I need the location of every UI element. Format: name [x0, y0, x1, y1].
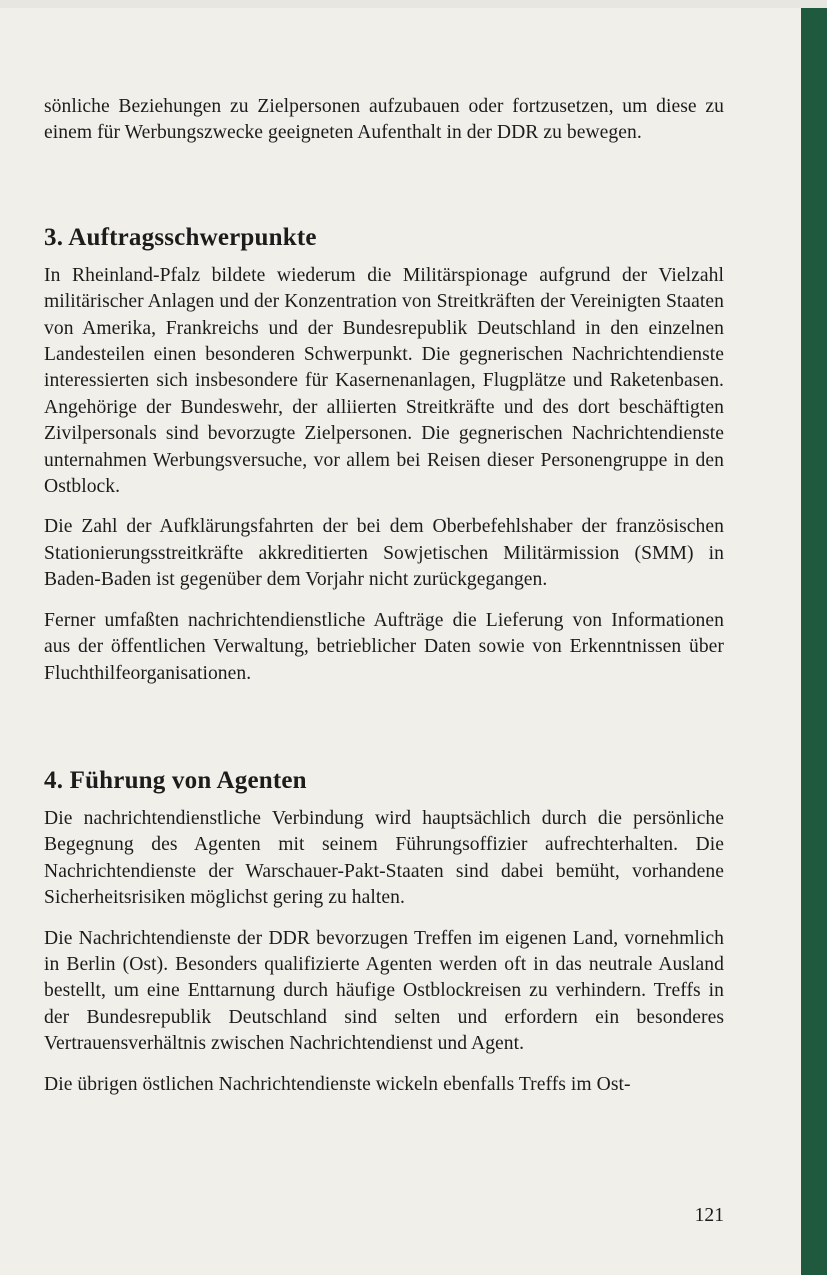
section-3-paragraph-1: In Rheinland-Pfalz bildete wiederum die Militärspionage aufgrund der Vielzahl militärischer Anlagen und der Konzentration von Streitkräften der Vereinigten Staaten von Amerika, Frankreichs und der Bundesrepublik Deutschland in den einzelnen Landesteilen einen besonderen Schwerpunkt. Die gegnerischen Nachrichtendienste interessierten sich insbesondere für Kasernenanlagen, Flugplätze und Raketenbasen. Angehörige der Bundeswehr, der alliierten Streitkräfte und des dort beschäftigten Zivilpersonals sind bevorzugte Zielpersonen. Die gegnerischen Nachrichtendienste unternahmen Werbungsversuche, vor allem bei Reisen dieser Personengruppe in den Ostblock. — [44, 264, 724, 498]
section-4-paragraph-2: Die Nachrichtendienste der DDR bevorzugen Treffen im eigenen Land, vornehmlich in Berlin (Ost). Besonders qualifizierte Agenten werden oft in das neutrale Ausland bestellt, um eine Enttarnung durch häufige Ostblockreisen zu verhindern. Treffs in der Bundesrepublik Deutschland sind selten und erfordern ein besonderes Vertrauensverhältnis zwischen Nachrichtendienst und Agent. — [44, 927, 724, 1055]
section-3-paragraph-3: Ferner umfaßten nachrichtendienstliche Aufträge die Lieferung von Informationen aus der öffentlichen Verwaltung, betrieblicher Daten sowie von Erkenntnissen über Fluchthilfeorganisationen. — [44, 609, 724, 684]
intro-paragraph: sönliche Beziehungen zu Zielpersonen aufzubauen oder fortzusetzen, um diese zu einem für Werbungszwecke geeigneten Aufenthalt in der DDR zu bewegen. — [44, 96, 724, 144]
section-4-paragraph-1: Die nachrichtendienstliche Verbindung wird hauptsächlich durch die persönliche Begegnung des Agenten mit seinem Führungsoffizier aufrechterhalten. Die Nachrichtendienste der Warschauer-Pakt-Staaten sind dabei bemüht, vorhandene Sicherheitsrisiken möglichst gering zu halten. — [44, 807, 724, 909]
page-top-edge — [0, 0, 827, 8]
page-number: 121 — [694, 1205, 724, 1226]
page-edge-color-bar — [801, 8, 827, 1275]
section-4-paragraph-3: Die übrigen östlichen Nachrichtendienste wickeln ebenfalls Treffs im Ost- — [44, 1073, 631, 1095]
section-4-heading: 4. Führung von Agenten — [44, 766, 307, 794]
page-content — [44, 94, 724, 1098]
section-3-paragraph-2: Die Zahl der Aufklärungsfahrten der bei dem Oberbefehlshaber der französischen Stationierungsstreitkräfte akkreditierten Sowjetischen Militärmission (SMM) in Baden-Baden ist gegenüber dem Vorjahr nicht zurückgegangen. — [44, 516, 724, 591]
section-3-heading: 3. Auftragsschwerpunkte — [44, 223, 317, 251]
